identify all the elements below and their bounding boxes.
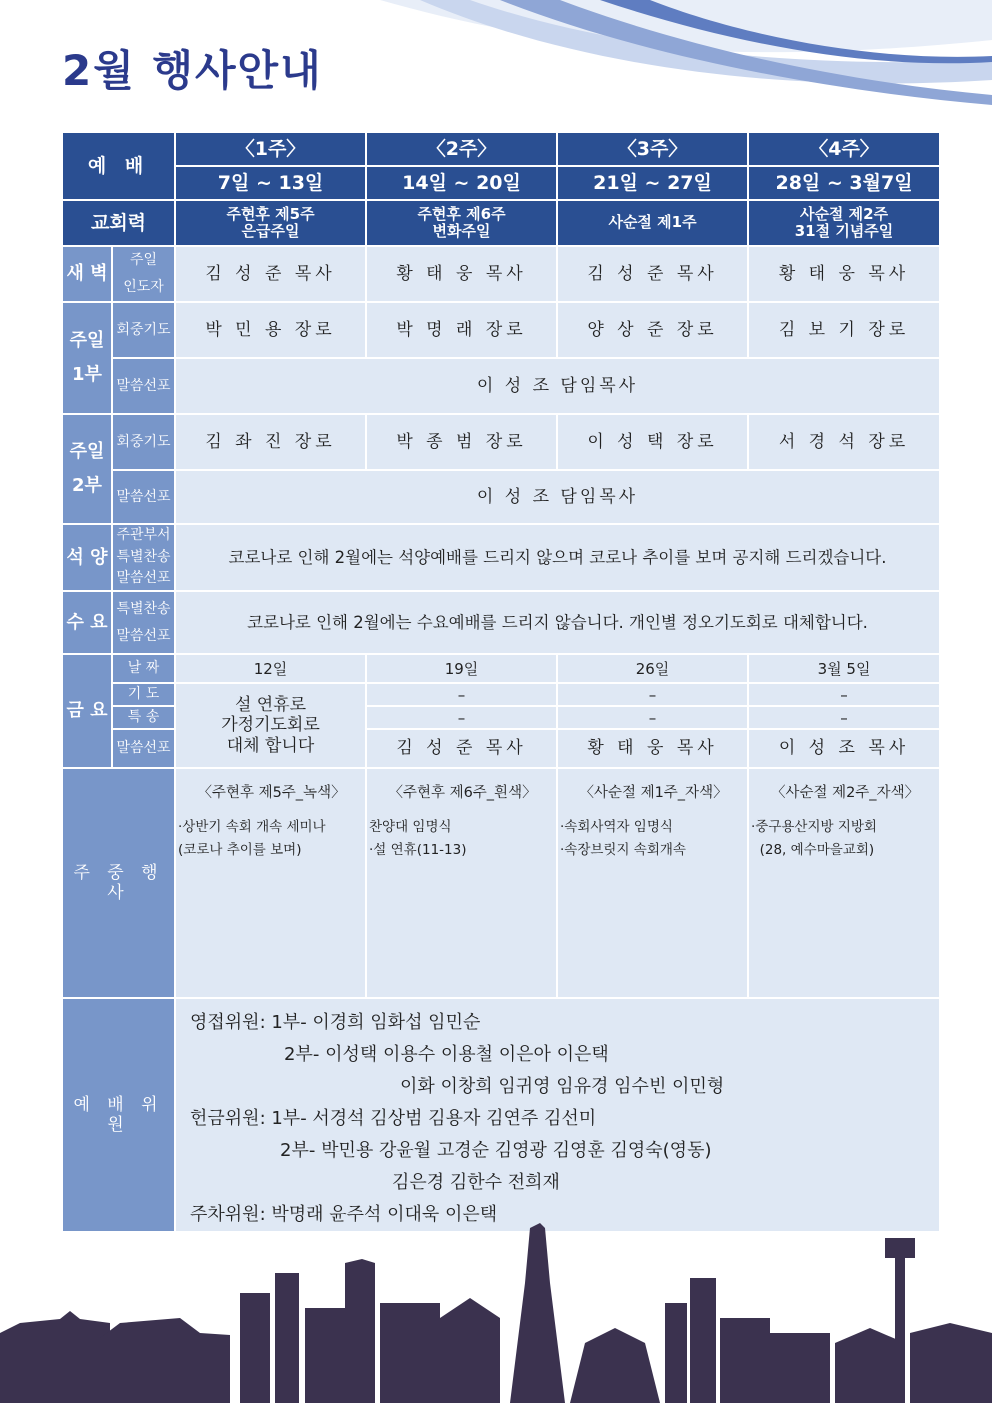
- wednesday-notice: 코로나로 인해 2월에는 수요예배를 드리지 않습니다. 개인별 정오기도회로 대체합니다.: [175, 591, 940, 654]
- sunday-2nd-prayer-week-3: 이 성 택 장로: [557, 414, 748, 470]
- offering-line-3: 김은경 김한수 전희재: [392, 1172, 560, 1194]
- week-2-calendar: 주현후 제6주 변화주일: [366, 200, 557, 246]
- church-calendar-label: 교회력: [62, 200, 175, 246]
- sunday-2nd-sermon: 이 성 조 담임목사: [175, 470, 940, 524]
- dawn-leader-week-1: 김 성 준 목사: [175, 246, 366, 302]
- wednesday-worship-label: 수 요: [62, 591, 112, 654]
- sunday-2nd-prayer-label: 회중기도: [112, 414, 175, 470]
- friday-date-week-3: 26일: [557, 654, 748, 683]
- friday-prayer-label: 기 도: [112, 683, 175, 706]
- week-2-header: 〈2주〉: [366, 132, 557, 166]
- sunday-1st-label: 주일 1부: [62, 302, 112, 414]
- city-skyline-illustration: [0, 1223, 992, 1403]
- evening-worship-label: 석 양: [62, 524, 112, 591]
- sunday-2nd-sermon-label: 말씀선포: [112, 470, 175, 524]
- evening-sub-labels: 주관부서 특별찬송 말씀선포: [112, 524, 175, 591]
- friday-date-week-4: 3월 5일: [748, 654, 940, 683]
- friday-holiday-notice: 설 연휴로 가정기도회로 대체 합니다: [175, 683, 366, 768]
- sunday-1st-prayer-week-3: 양 상 준 장로: [557, 302, 748, 358]
- greeter-line-1: 영접위원: 1부- 이경희 임화섭 임민순: [190, 1012, 481, 1034]
- dawn-leader-label: 주일 인도자: [112, 246, 175, 302]
- week-1-range: 7일 ~ 13일: [175, 166, 366, 200]
- friday-sermon-label: 말씀선포: [112, 729, 175, 768]
- events-week-3: 〈사순절 제1주_자색〉 ·속회사역자 임명식 ·속장브릿지 속회개속: [557, 768, 748, 998]
- week-3-range: 21일 ~ 27일: [557, 166, 748, 200]
- offering-line-2: 2부- 박민용 강윤월 고경순 김영광 김영훈 김영숙(영동): [280, 1140, 712, 1162]
- worship-committee-list: [175, 998, 940, 1232]
- week-2-range: 14일 ~ 20일: [366, 166, 557, 200]
- week-3-calendar: 사순절 제1주: [557, 200, 748, 246]
- dawn-leader-week-4: 황 태 웅 목사: [748, 246, 940, 302]
- events-week-1: 〈주현후 제5주_녹색〉 ·상반기 속회 개속 세미나 (코로나 추이를 보며): [175, 768, 366, 998]
- worship-committee-label: 예 배 위 원: [62, 998, 175, 1232]
- sunday-1st-prayer-week-1: 박 민 용 장로: [175, 302, 366, 358]
- offering-line-1: 헌금위원: 1부- 서경석 김상범 김용자 김연주 김선미: [190, 1108, 597, 1130]
- sunday-2nd-prayer-week-2: 박 종 범 장로: [366, 414, 557, 470]
- sunday-1st-prayer-week-4: 김 보 기 장로: [748, 302, 940, 358]
- friday-worship-label: 금 요: [62, 654, 112, 768]
- friday-special-week-2: –: [366, 706, 557, 729]
- sunday-2nd-label: 주일 2부: [62, 414, 112, 524]
- sunday-1st-prayer-label: 회중기도: [112, 302, 175, 358]
- parking-line: 주차위원: 박명래 윤주석 이대욱 이은택: [190, 1204, 498, 1226]
- greeter-line-3: 이화 이창희 임귀영 임유경 임수빈 이민형: [400, 1076, 725, 1098]
- friday-prayer-week-3: –: [557, 683, 748, 706]
- friday-date-week-1: 12일: [175, 654, 366, 683]
- sunday-1st-sermon-label: 말씀선포: [112, 358, 175, 414]
- sunday-1st-sermon: 이 성 조 담임목사: [175, 358, 940, 414]
- week-1-header: 〈1주〉: [175, 132, 366, 166]
- week-4-range: 28일 ~ 3월7일: [748, 166, 940, 200]
- week-4-calendar: 사순절 제2주 31절 기념주일: [748, 200, 940, 246]
- weekly-events-label: 주 중 행 사: [62, 768, 175, 998]
- week-3-header: 〈3주〉: [557, 132, 748, 166]
- sunday-1st-prayer-week-2: 박 명 래 장로: [366, 302, 557, 358]
- wednesday-sub-labels: 특별찬송 말씀선포: [112, 591, 175, 654]
- friday-prayer-week-4: –: [748, 683, 940, 706]
- friday-sermon-week-3: 황 태 웅 목사: [557, 729, 748, 768]
- evening-notice: 코로나로 인해 2월에는 석양예배를 드리지 않으며 코로나 추이를 보며 공지해 드리겠습니다.: [175, 524, 940, 591]
- dawn-leader-week-3: 김 성 준 목사: [557, 246, 748, 302]
- dawn-label: 새 벽: [62, 246, 112, 302]
- friday-special-label: 특 송: [112, 706, 175, 729]
- friday-sermon-week-2: 김 성 준 목사: [366, 729, 557, 768]
- monthly-schedule-table: [61, 131, 941, 1233]
- friday-prayer-week-2: –: [366, 683, 557, 706]
- worship-header: 예 배: [62, 132, 175, 200]
- events-week-2: 〈주현후 제6주_흰색〉 찬양대 임명식 ·설 연휴(11-13): [366, 768, 557, 998]
- events-week-4: 〈사순절 제2주_자색〉 ·중구용산지방 지방회 (28, 예수마을교회): [748, 768, 940, 998]
- week-4-header: 〈4주〉: [748, 132, 940, 166]
- friday-date-label: 날 짜: [112, 654, 175, 683]
- sunday-2nd-prayer-week-4: 서 경 석 장로: [748, 414, 940, 470]
- greeter-line-2: 2부- 이성택 이용수 이용철 이은아 이은택: [284, 1044, 609, 1066]
- friday-special-week-4: –: [748, 706, 940, 729]
- friday-special-week-3: –: [557, 706, 748, 729]
- page-title: 2월 행사안내: [62, 46, 323, 95]
- sunday-2nd-prayer-week-1: 김 좌 진 장로: [175, 414, 366, 470]
- dawn-leader-week-2: 황 태 웅 목사: [366, 246, 557, 302]
- friday-sermon-week-4: 이 성 조 목사: [748, 729, 940, 768]
- week-1-calendar: 주현후 제5주 은급주일: [175, 200, 366, 246]
- friday-date-week-2: 19일: [366, 654, 557, 683]
